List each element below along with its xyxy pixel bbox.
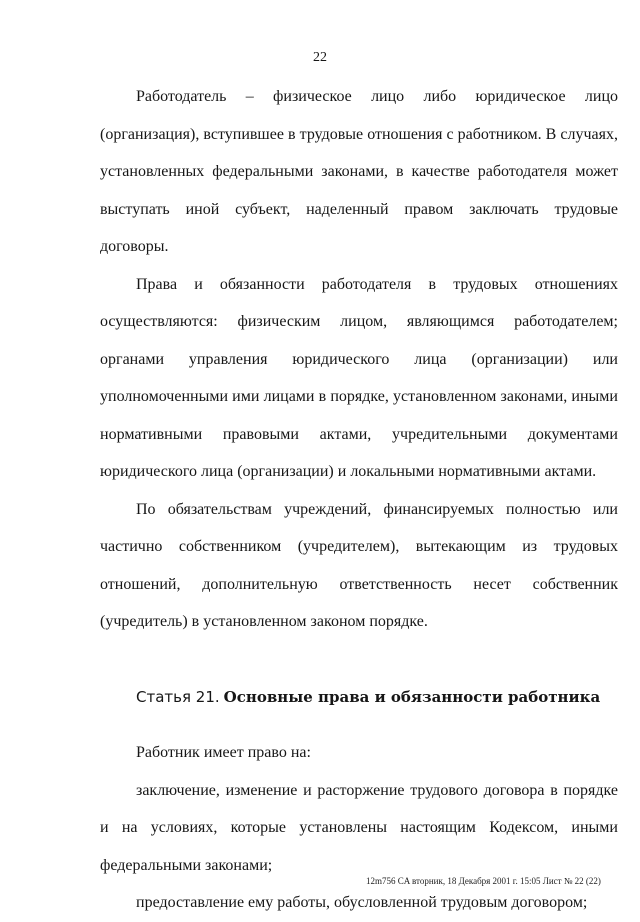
paragraph-employer-definition: Работодатель – физическое лицо либо юридическое лицо (организация), вступившее в трудовые отношения с работником. В случаях, установленных федеральными законами, в качестве работодателя может выступать иной субъект, наделенный правом заключать трудовые договоры. <box>100 88 618 255</box>
paragraph-employee-right-contract: заключение, изменение и расторжение трудового договора в порядке и на условиях, которые установлены настоящим Кодексом, иными федеральными законами; <box>100 781 618 874</box>
article-label: Статья 21. <box>136 687 220 706</box>
article-title: Основные права и обязанности работника <box>223 687 601 706</box>
page-footer: 12m756 CA вторник, 18 Декабря 2001 г. 15:05 Лист № 22 (22) <box>366 876 601 886</box>
paragraph-employee-right-work: предоставление ему работы, обусловленной трудовым договором; <box>136 894 588 911</box>
paragraph-obligations: По обязательствам учреждений, финансируемых полностью или частично собственником (учредителем), вытекающим из трудовых отношений, дополнительную ответственность несет собственник (учредитель) в установленном законом порядке. <box>100 500 618 630</box>
article-heading <box>100 679 618 717</box>
page-number: 22 <box>313 50 327 65</box>
paragraph-employer-rights: Права и обязанности работодателя в трудовых отношениях осуществляются: физическим лицом, являющимся работодателем; органами управления юридического лица (организации) или уполномоченными ими лицами в порядке, установленном законами, иными нормативными правовыми актами, учредительными документами юридического лица (организации) и локальными нормативными актами. <box>100 275 618 480</box>
document-body <box>100 78 618 922</box>
paragraph-employee-rights-intro: Работник имеет право на: <box>136 744 311 761</box>
